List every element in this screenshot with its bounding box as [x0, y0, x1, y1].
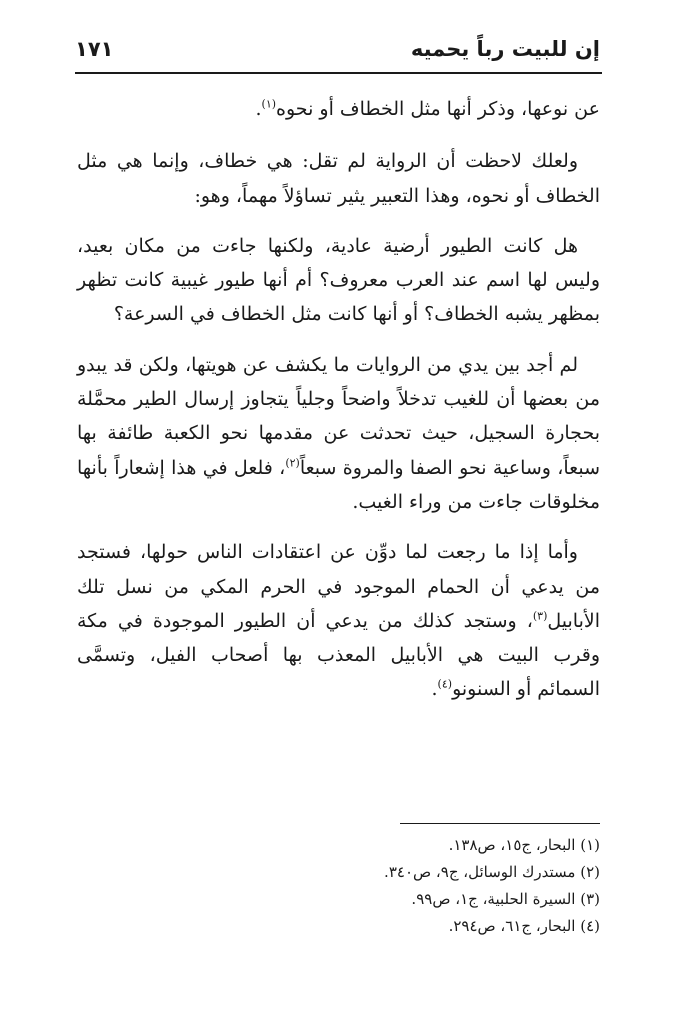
footnote-1: (١) البحار، ج١٥، ص١٣٨.	[448, 836, 600, 854]
paragraph-2: ولعلك لاحظت أن الرواية لم تقل: هي خطاف، وإنما هي مثل الخطاف أو نحوه، وهذا التعبير يثير تساؤلاً مهماً، وهو:	[77, 150, 600, 207]
footnote-marker-1: (١)	[261, 97, 277, 111]
footnote-divider	[400, 823, 600, 824]
chapter-title: إن للبيت رباً يحميه	[410, 37, 600, 61]
footnote-marker-2: (٢)	[285, 456, 300, 470]
footnote-marker-3: (٣)	[532, 609, 548, 623]
footnote-2: (٢) مستدرك الوسائل، ج٩، ص٣٤٠.	[384, 863, 600, 881]
footnotes	[77, 832, 600, 940]
paragraph-5: وأما إذا ما رجعت لما دوِّن عن اعتقادات الناس حولها، فستجد من يدعي أن الحمام الموجود في الحرم المكي من نسل تلك الأبابيل$^{(٣)}$، وستجد كذلك من يدعي أن الطيور الموجودة في مكة وقرب البيت هي الأبابيل المعذب بها أصحاب الفيل، وتسمَّى السمائم أو السنونو$^{(٤)}$.	[77, 541, 600, 701]
page-number: ١٧١	[75, 37, 114, 61]
paragraph-3: هل كانت الطيور أرضية عادية، ولكنها جاءت من مكان بعيد، وليس لها اسم عند العرب معروف؟ أم أنها طيور غيبية كانت تظهر بمظهر يشبه الخطاف؟ أو أنها كانت مثل الخطاف في السرعة؟	[77, 234, 600, 326]
running-header	[75, 34, 600, 70]
header-divider	[75, 72, 602, 74]
paragraph-1: عن نوعها، وذكر أنها مثل الخطاف أو نحوه$^{(١)}$.	[255, 97, 600, 120]
footnote-marker-4: (٤)	[437, 678, 453, 692]
footnote-3: (٣) السيرة الحلبية، ج١، ص٩٩.	[411, 890, 600, 908]
main-text	[77, 92, 600, 707]
paragraph-4: لم أجد بين يدي من الروايات ما يكشف عن هويتها، ولكن قد يبدو من بعضها أن للغيب تدخلاً واضحاً وجلياً يتجاوز إرسال الطير محمَّلة بحجارة السجيل، حيث تحدثت عن مقدمها نحو الكعبة طائفة بها سبعاً، وساعية نحو الصفا والمروة سبعاً$^{(٢)}$، فلعل في هذا إشعاراً بأنها مخلوقات جاءت من وراء الغيب.	[77, 353, 601, 513]
footnote-4: (٤) البحار، ج٦١، ص٢٩٤.	[448, 917, 600, 935]
